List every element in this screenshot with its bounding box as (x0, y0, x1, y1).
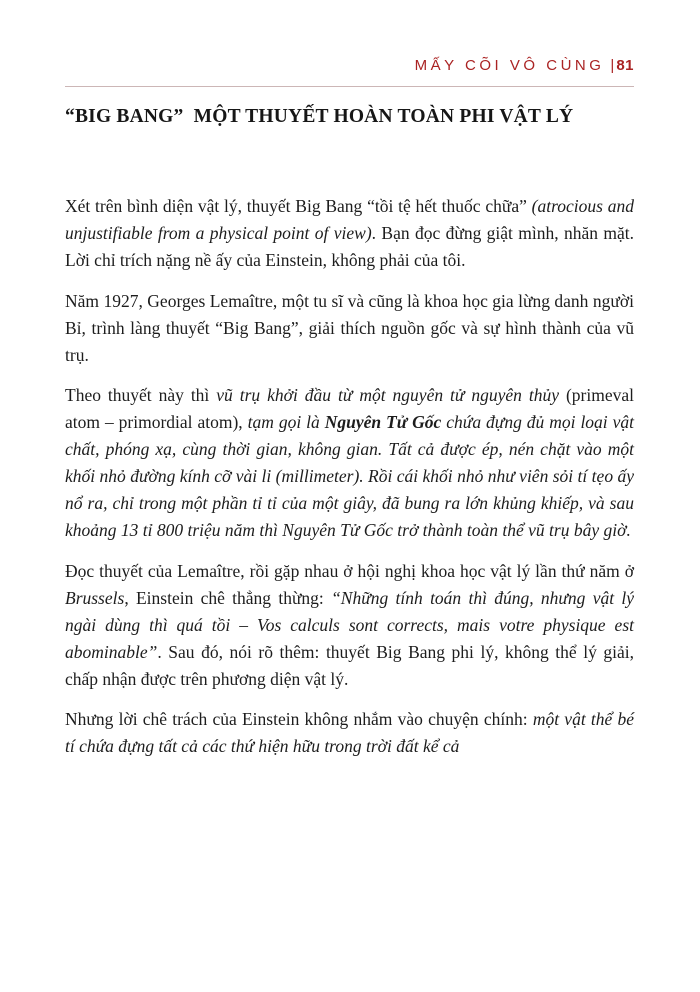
text-run: Năm 1927, Georges Lemaître, một tu sĩ và cũng là khoa học gia lừng danh người Bỉ, trình làng thuyết “Big Bang”, giải thích nguồn gốc và sự hình thành của vũ trụ. (65, 290, 634, 365)
paragraph-1 (65, 193, 634, 274)
text-run: tạm gọi là (247, 412, 325, 432)
text-run: Xét trên bình diện vật lý, thuyết Big Bang “tồi tệ hết thuốc chữa” (65, 196, 532, 216)
text-run: một vật thể bé tí chứa đựng tất cả các thứ hiện hữu trong trời đất kể cả (65, 709, 635, 756)
header-rule-divider (65, 86, 634, 87)
header-separator: | (610, 57, 615, 74)
text-run: Nhưng lời chê trách của Einstein không nhắm vào chuyện chính: (65, 709, 533, 729)
text-run-emphasis: Nguyên Tử Gốc (324, 412, 442, 432)
paragraph-4 (65, 558, 634, 693)
text-run: Đọc thuyết của Lemaître, rồi gặp nhau ở hội nghị khoa học vật lý lần thứ năm ở (65, 560, 634, 581)
running-head-title: MẤY CÕI VÔ CÙNG (414, 57, 605, 74)
article-title: “BIG BANG” MỘT THUYẾT HOÀN TOÀN PHI VẬT LÝ (65, 106, 574, 127)
text-run: vũ trụ khởi đầu từ một nguyên tử nguyên thủy (216, 385, 566, 405)
paragraph-2 (65, 288, 634, 369)
text-run: Theo thuyết này thì (65, 385, 217, 405)
text-run: . Sau đó, nói rõ thêm: thuyết Big Bang phi lý, không thể lý giải, chấp nhận được trên phương diện vật lý. (65, 641, 634, 689)
text-run: , Einstein chê thẳng thừng: (124, 587, 332, 608)
text-run: . Bạn đọc đừng giật mình, nhăn mặt. Lời chỉ trích nặng nề ấy của Einstein, không phải của tôi. (65, 223, 634, 270)
paragraph-5 (65, 706, 634, 760)
text-run: (atrocious and unjustifiable from a physical point of view) (65, 196, 634, 243)
page-number: 81 (616, 57, 634, 74)
text-run: (primeval atom – primordial atom), (65, 385, 634, 432)
page-header (65, 0, 634, 76)
paragraph-3 (65, 382, 634, 544)
text-run: chứa đựng đủ mọi loại vật chất, phóng xạ, cùng thời gian, không gian. Tất cả được ép, nén chặt vào một khối nhỏ đường kính cỡ vài li (millimeter). Rồi cái khối nhỏ như viên sỏi tí tẹo ấy nổ ra, chỉ trong một phần tỉ tỉ của một giây, đã bung ra lớn khủng khiếp, và sau khoảng 13 tỉ 800 triệu năm thì Nguyên Tử Gốc trở thành toàn thể vũ trụ bây giờ. (65, 412, 634, 540)
text-run: “Những tính toán thì đúng, nhưng vật lý ngài dùng thì quá tồi – Vos calculs sont corrects, mais votre physique est abominable” (65, 587, 634, 662)
text-run: Brussels (65, 587, 125, 608)
article-body (65, 193, 634, 760)
